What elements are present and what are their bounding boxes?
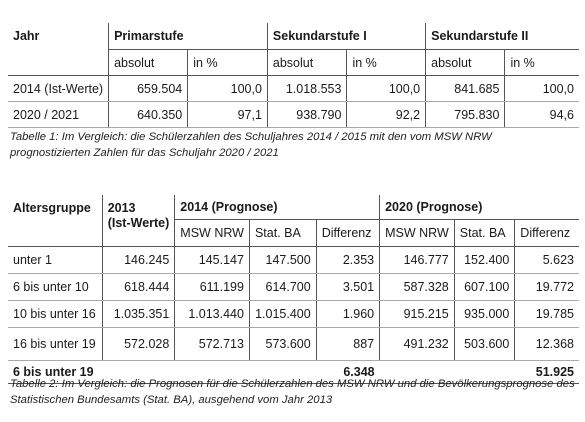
subheader-differenz: Differenz: [316, 220, 379, 247]
cell: 146.777: [380, 247, 455, 274]
subheader-differenz: Differenz: [515, 220, 579, 247]
cell: 607.100: [454, 274, 515, 301]
row-label: 6 bis unter 10: [8, 274, 102, 301]
table-row: [8, 274, 579, 301]
cell: 795.830: [426, 102, 505, 128]
header-2014-prognose: 2014 (Prognose): [175, 195, 380, 220]
row-label: 10 bis unter 16: [8, 301, 102, 328]
cell: 1.018.553: [267, 76, 347, 102]
cell: 841.685: [426, 76, 505, 102]
cell: 573.600: [249, 328, 316, 361]
subheader-absolut: absolut: [426, 50, 505, 76]
cell: 94,6: [505, 102, 579, 128]
cell: 1.035.351: [102, 301, 175, 328]
header-2020-prognose: 2020 (Prognose): [380, 195, 579, 220]
cell: 1.960: [316, 301, 379, 328]
cell: 97,1: [188, 102, 268, 128]
table-schuelerzahlen-2014-2020: [8, 23, 579, 128]
cell: 640.350: [109, 102, 188, 128]
header-jahr: Jahr: [8, 23, 109, 76]
cell: 12.368: [515, 328, 579, 361]
cell: 1.015.400: [249, 301, 316, 328]
total-label: 6 bis unter 19: [8, 361, 102, 384]
cell: 503.600: [454, 328, 515, 361]
table2-caption: Tabelle 2: Im Vergleich: die Prognosen für die Schülerzahlen des MSW NRW und die Bevölkerungsprognose des Statistischen Bundesamts (Stat. BA), ausgehend vom Jahr 2013: [10, 378, 575, 406]
cell: 491.232: [380, 328, 455, 361]
cell: 100,0: [188, 76, 268, 102]
row-label: unter 1: [8, 247, 102, 274]
cell: 659.504: [109, 76, 188, 102]
cell: 147.500: [249, 247, 316, 274]
table-row: [8, 247, 579, 274]
cell: 145.147: [175, 247, 250, 274]
cell: 887: [316, 328, 379, 361]
cell: 1.013.440: [175, 301, 250, 328]
row-label: 2014 (Ist-Werte): [8, 76, 109, 102]
subheader-stat-ba: Stat. BA: [249, 220, 316, 247]
header-sekundarstufe-1: Sekundarstufe I: [267, 23, 425, 50]
cell: 100,0: [505, 76, 579, 102]
cell: 611.199: [175, 274, 250, 301]
subheader-stat-ba: Stat. BA: [454, 220, 515, 247]
table-row: [8, 76, 579, 102]
table-row: [8, 328, 579, 361]
row-label: 16 bis unter 19: [8, 328, 102, 361]
header-primarstufe: Primarstufe: [109, 23, 268, 50]
cell: 19.785: [515, 301, 579, 328]
cell: 100,0: [347, 76, 426, 102]
subheader-msw-nrw: MSW NRW: [380, 220, 455, 247]
subheader-msw-nrw: MSW NRW: [175, 220, 250, 247]
row-label: 2020 / 2021: [8, 102, 109, 128]
cell: 572.028: [102, 328, 175, 361]
table1-caption: Tabelle 1: Im Vergleich: die Schülerzahlen des Schuljahres 2014 / 2015 mit den vom MSW NRW prognostizierten Zahlen für das Schuljahr 2020 / 2021: [10, 131, 492, 159]
header-altersgruppe: Altersgruppe: [8, 195, 102, 247]
subheader-absolut: absolut: [109, 50, 188, 76]
cell: 915.215: [380, 301, 455, 328]
cell: 146.245: [102, 247, 175, 274]
total-diff-2020: 51.925: [515, 361, 579, 384]
cell: 3.501: [316, 274, 379, 301]
cell: 92,2: [347, 102, 426, 128]
header-2013-ist-werte: 2013 (Ist-Werte): [102, 195, 175, 247]
table-prognosen-vergleich: [8, 195, 579, 384]
table-row: [8, 102, 579, 128]
cell: 938.790: [267, 102, 347, 128]
cell: 5.623: [515, 247, 579, 274]
cell: 935.000: [454, 301, 515, 328]
cell: 572.713: [175, 328, 250, 361]
subheader-prozent: in %: [505, 50, 579, 76]
subheader-prozent: in %: [188, 50, 268, 76]
table-row: [8, 301, 579, 328]
cell: 19.772: [515, 274, 579, 301]
cell: 2.353: [316, 247, 379, 274]
cell: 614.700: [249, 274, 316, 301]
cell: 587.328: [380, 274, 455, 301]
cell: 152.400: [454, 247, 515, 274]
header-sekundarstufe-2: Sekundarstufe II: [426, 23, 579, 50]
total-diff-2014: 6.348: [316, 361, 379, 384]
cell: 618.444: [102, 274, 175, 301]
subheader-absolut: absolut: [267, 50, 347, 76]
subheader-prozent: in %: [347, 50, 426, 76]
